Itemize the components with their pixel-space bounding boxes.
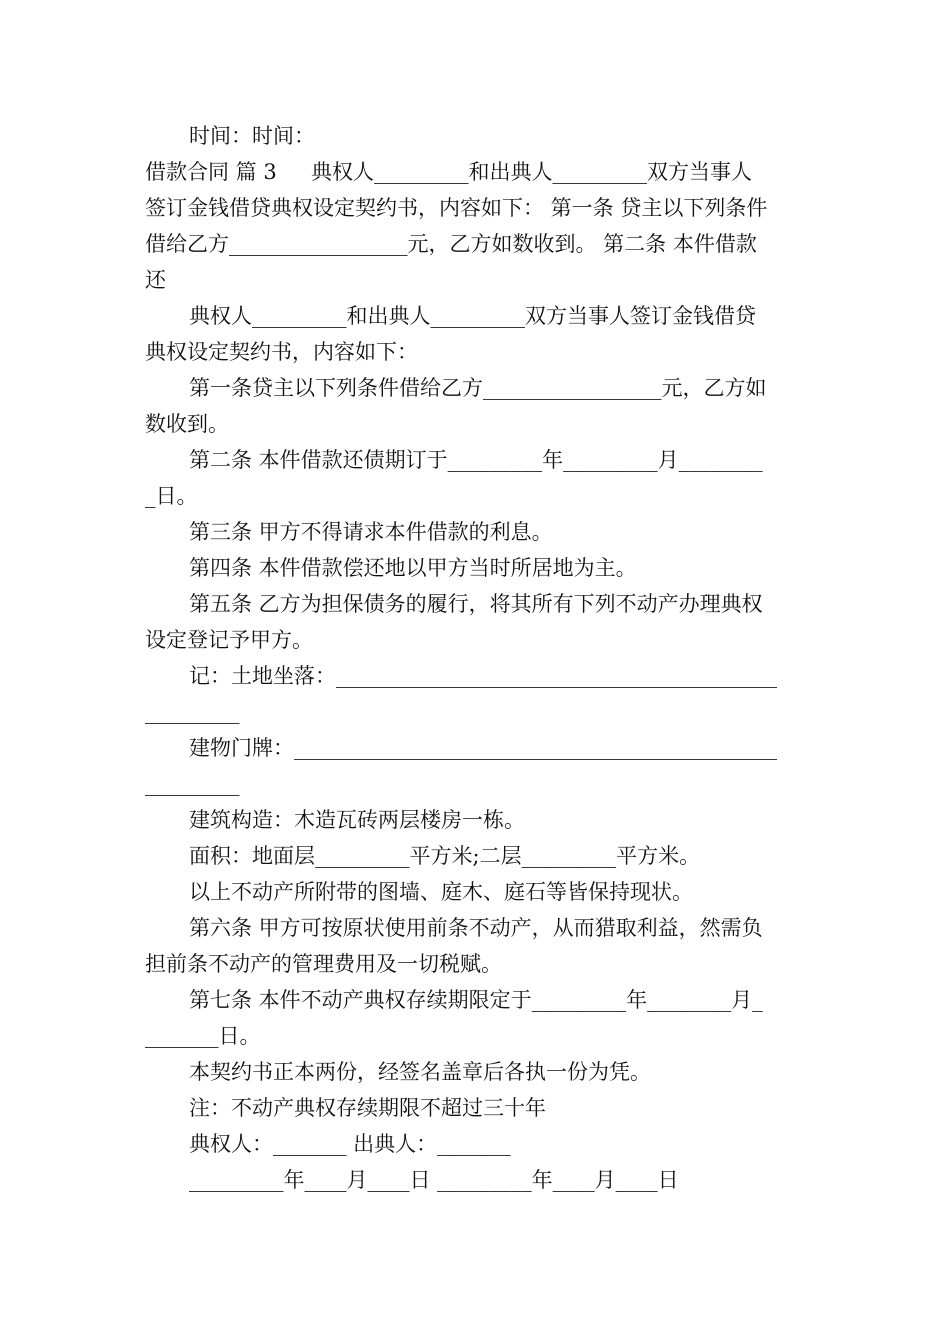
article-7-line-1: 第七条 本件不动产典权存续期限定于_________年________月_ — [189, 988, 763, 1012]
building-structure: 建筑构造：木造瓦砖两层楼房一栋。 — [189, 808, 525, 832]
article-6-line-1: 第六条 甲方可按原状使用前条不动产，从而猎取利益，然需负 — [189, 916, 763, 940]
building-number-line-1: 建物门牌：______________________________________________ — [189, 736, 777, 760]
summary-line-3: 借给乙方_________________元，乙方如数收到。 第二条 本件借款 — [145, 232, 757, 256]
area-line: 面积：地面层_________平方米;二层_________平方米。 — [189, 844, 701, 868]
status-line: 以上不动产所附带的图墙、庭木、庭石等皆保持现状。 — [189, 880, 693, 904]
copies-clause: 本契约书正本两份，经签名盖章后各执一份为凭。 — [189, 1060, 651, 1084]
section-title: 借款合同 篇 3 — [145, 160, 277, 184]
land-location-line-2: _________ — [145, 700, 240, 724]
article-1-line-2: 数收到。 — [145, 412, 229, 436]
land-location-line-1: 记：土地坐落：__________________________________________ — [189, 664, 777, 688]
article-5-line-2: 设定登记予甲方。 — [145, 628, 313, 652]
article-5-line-1: 第五条 乙方为担保债务的履行，将其所有下列不动产办理典权 — [189, 592, 763, 616]
article-2-line-2: _日。 — [145, 484, 198, 508]
article-3: 第三条 甲方不得请求本件借款的利息。 — [189, 520, 553, 544]
summary-line-2: 签订金钱借贷典权设定契约书，内容如下： 第一条 贷主以下列条件 — [145, 196, 768, 220]
article-6-line-2: 担前条不动产的管理费用及一切税赋。 — [145, 952, 502, 976]
parties-paragraph-line-2: 典权设定契约书，内容如下： — [145, 340, 418, 364]
note-line: 注：不动产典权存续期限不超过三十年 — [189, 1096, 546, 1120]
article-1-line-1: 第一条贷主以下列条件借给乙方_________________元，乙方如 — [189, 376, 767, 400]
building-number-line-2: _________ — [145, 772, 240, 796]
time-line: 时间：时间： — [189, 124, 315, 148]
article-7-line-2: _______日。 — [145, 1024, 261, 1048]
date-line: _________年____月____日 _________年____月____日 — [189, 1168, 679, 1192]
contract-heading-row — [145, 154, 807, 190]
heading-parties: 典权人_________和出典人_________双方当事人 — [311, 160, 752, 184]
article-2-line-1: 第二条 本件借款还债期订于_________年_________月________ — [189, 448, 763, 472]
signature-line: 典权人：_______ 出典人：_______ — [189, 1132, 511, 1156]
contract-document — [145, 118, 807, 1198]
article-4: 第四条 本件借款偿还地以甲方当时所居地为主。 — [189, 556, 637, 580]
summary-line-4: 还 — [145, 268, 166, 292]
parties-paragraph-line-1: 典权人_________和出典人_________双方当事人签订金钱借贷 — [189, 304, 756, 328]
